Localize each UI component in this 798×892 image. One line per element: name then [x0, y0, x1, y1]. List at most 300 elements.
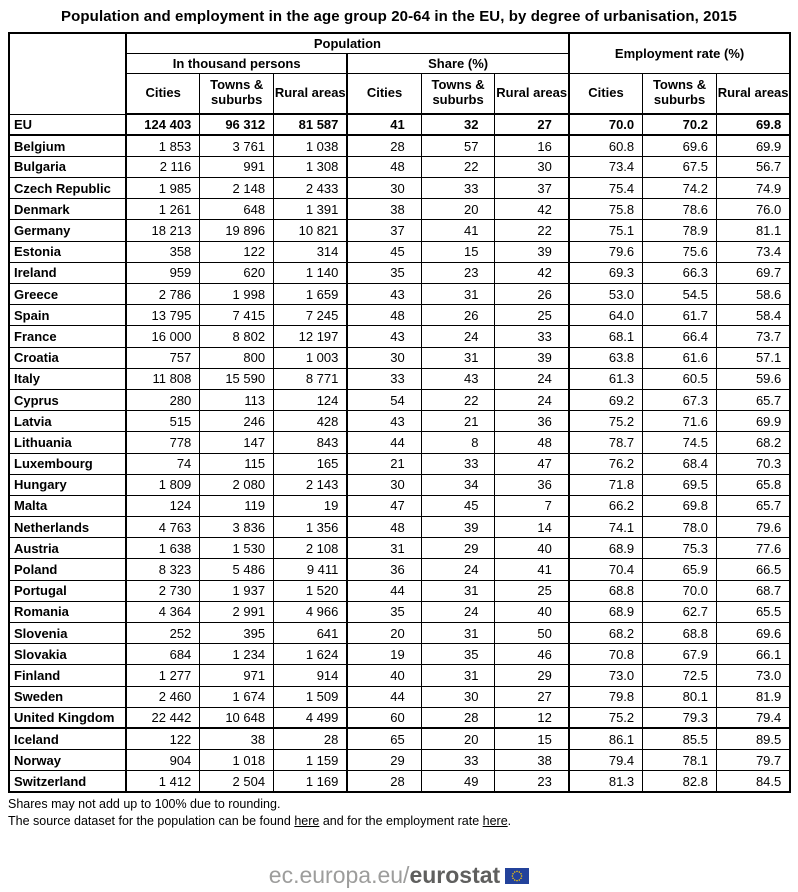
value-cell: 65.9 — [643, 559, 717, 580]
value-cell: 2 504 — [200, 771, 274, 792]
value-cell: 76.0 — [716, 199, 790, 220]
value-cell: 79.8 — [569, 686, 643, 707]
value-cell: 1 038 — [274, 135, 348, 156]
value-cell: 25 — [495, 305, 569, 326]
value-cell: 124 403 — [126, 114, 200, 135]
value-cell: 2 991 — [200, 601, 274, 622]
country-label: Norway — [9, 750, 126, 771]
value-cell: 3 836 — [200, 517, 274, 538]
value-cell: 4 966 — [274, 601, 348, 622]
value-cell: 69.2 — [569, 389, 643, 410]
value-cell: 78.6 — [643, 199, 717, 220]
value-cell: 28 — [347, 135, 421, 156]
value-cell: 13 795 — [126, 305, 200, 326]
value-cell: 7 — [495, 495, 569, 516]
value-cell: 68.8 — [569, 580, 643, 601]
country-label: Lithuania — [9, 432, 126, 453]
value-cell: 79.3 — [643, 707, 717, 728]
value-cell: 2 143 — [274, 474, 348, 495]
country-label: Iceland — [9, 728, 126, 749]
value-cell: 68.1 — [569, 326, 643, 347]
value-cell: 67.9 — [643, 644, 717, 665]
table-row — [9, 389, 790, 410]
value-cell: 22 — [495, 220, 569, 241]
value-cell: 358 — [126, 241, 200, 262]
value-cell: 69.9 — [716, 411, 790, 432]
value-cell: 1 509 — [274, 686, 348, 707]
value-cell: 843 — [274, 432, 348, 453]
rounding-note: Shares may not add up to 100% due to rounding. — [8, 797, 281, 811]
value-cell: 515 — [126, 411, 200, 432]
value-cell: 68.4 — [643, 453, 717, 474]
value-cell: 8 771 — [274, 368, 348, 389]
table-row — [9, 686, 790, 707]
value-cell: 63.8 — [569, 347, 643, 368]
value-cell: 800 — [200, 347, 274, 368]
value-cell: 15 590 — [200, 368, 274, 389]
value-cell: 65.8 — [716, 474, 790, 495]
table-row — [9, 707, 790, 728]
value-cell: 32 — [421, 114, 495, 135]
value-cell: 38 — [495, 750, 569, 771]
value-cell: 48 — [347, 517, 421, 538]
site-prefix: ec.europa.eu/ — [268, 862, 410, 888]
value-cell: 48 — [347, 305, 421, 326]
col-header-share-rural: Rural areas — [495, 73, 569, 114]
table-row — [9, 156, 790, 177]
value-cell: 648 — [200, 199, 274, 220]
value-cell: 78.9 — [643, 220, 717, 241]
value-cell: 45 — [347, 241, 421, 262]
value-cell: 37 — [347, 220, 421, 241]
value-cell: 122 — [200, 241, 274, 262]
value-cell: 78.1 — [643, 750, 717, 771]
urbanisation-table — [8, 32, 791, 793]
col-header-emp-cities: Cities — [569, 73, 643, 114]
value-cell: 904 — [126, 750, 200, 771]
value-cell: 1 998 — [200, 284, 274, 305]
value-cell: 35 — [421, 644, 495, 665]
value-cell: 147 — [200, 432, 274, 453]
value-cell: 115 — [200, 453, 274, 474]
country-label: Slovenia — [9, 623, 126, 644]
table-row — [9, 262, 790, 283]
country-label: United Kingdom — [9, 707, 126, 728]
value-cell: 1 937 — [200, 580, 274, 601]
value-cell: 65.7 — [716, 495, 790, 516]
value-cell: 2 786 — [126, 284, 200, 305]
value-cell: 31 — [347, 538, 421, 559]
value-cell: 70.3 — [716, 453, 790, 474]
value-cell: 36 — [495, 411, 569, 432]
value-cell: 37 — [495, 178, 569, 199]
country-label: Czech Republic — [9, 178, 126, 199]
country-label: Hungary — [9, 474, 126, 495]
value-cell: 66.2 — [569, 495, 643, 516]
value-cell: 65 — [347, 728, 421, 749]
value-cell: 1 003 — [274, 347, 348, 368]
value-cell: 7 245 — [274, 305, 348, 326]
col-header-pop-cities: Cities — [126, 73, 200, 114]
value-cell: 914 — [274, 665, 348, 686]
value-cell: 56.7 — [716, 156, 790, 177]
value-cell: 42 — [495, 262, 569, 283]
col-header-emp-towns: Towns & suburbs — [643, 73, 717, 114]
value-cell: 1 308 — [274, 156, 348, 177]
country-label: Sweden — [9, 686, 126, 707]
value-cell: 68.8 — [643, 623, 717, 644]
value-cell: 66.1 — [716, 644, 790, 665]
value-cell: 1 985 — [126, 178, 200, 199]
value-cell: 1 412 — [126, 771, 200, 792]
value-cell: 65.7 — [716, 389, 790, 410]
value-cell: 33 — [421, 178, 495, 199]
value-cell: 4 499 — [274, 707, 348, 728]
value-cell: 30 — [421, 686, 495, 707]
col-header-emp-rural: Rural areas — [716, 73, 790, 114]
value-cell: 70.8 — [569, 644, 643, 665]
value-cell: 38 — [347, 199, 421, 220]
value-cell: 1 234 — [200, 644, 274, 665]
value-cell: 41 — [421, 220, 495, 241]
value-cell: 3 761 — [200, 135, 274, 156]
value-cell: 1 356 — [274, 517, 348, 538]
value-cell: 1 159 — [274, 750, 348, 771]
value-cell: 43 — [347, 284, 421, 305]
table-row — [9, 771, 790, 792]
value-cell: 86.1 — [569, 728, 643, 749]
value-cell: 8 802 — [200, 326, 274, 347]
table-row — [9, 284, 790, 305]
value-cell: 395 — [200, 623, 274, 644]
source-note — [8, 813, 790, 830]
eurostat-logo — [8, 862, 790, 889]
value-cell: 73.0 — [716, 665, 790, 686]
value-cell: 5 486 — [200, 559, 274, 580]
value-cell: 78.7 — [569, 432, 643, 453]
country-label: Bulgaria — [9, 156, 126, 177]
value-cell: 69.8 — [716, 114, 790, 135]
value-cell: 22 442 — [126, 707, 200, 728]
value-cell: 12 197 — [274, 326, 348, 347]
value-cell: 69.6 — [643, 135, 717, 156]
country-label: Germany — [9, 220, 126, 241]
footnotes — [8, 796, 790, 830]
value-cell: 70.2 — [643, 114, 717, 135]
value-cell: 21 — [347, 453, 421, 474]
value-cell: 65.5 — [716, 601, 790, 622]
value-cell: 26 — [495, 284, 569, 305]
value-cell: 33 — [421, 453, 495, 474]
value-cell: 31 — [421, 665, 495, 686]
value-cell: 2 108 — [274, 538, 348, 559]
value-cell: 71.8 — [569, 474, 643, 495]
value-cell: 41 — [347, 114, 421, 135]
value-cell: 74 — [126, 453, 200, 474]
table-row — [9, 368, 790, 389]
table-row — [9, 601, 790, 622]
value-cell: 30 — [495, 156, 569, 177]
value-cell: 44 — [347, 580, 421, 601]
value-cell: 113 — [200, 389, 274, 410]
table-row — [9, 178, 790, 199]
table-row — [9, 474, 790, 495]
country-label: Denmark — [9, 199, 126, 220]
value-cell: 89.5 — [716, 728, 790, 749]
country-label: Luxembourg — [9, 453, 126, 474]
value-cell: 24 — [421, 601, 495, 622]
value-cell: 124 — [126, 495, 200, 516]
header-row-columns — [9, 73, 790, 114]
employment-group-header: Employment rate (%) — [569, 33, 790, 73]
country-label: Netherlands — [9, 517, 126, 538]
value-cell: 44 — [347, 432, 421, 453]
value-cell: 42 — [495, 199, 569, 220]
value-cell: 43 — [347, 326, 421, 347]
value-cell: 35 — [347, 262, 421, 283]
value-cell: 54 — [347, 389, 421, 410]
value-cell: 36 — [495, 474, 569, 495]
corner-cell — [9, 33, 126, 114]
value-cell: 20 — [421, 199, 495, 220]
value-cell: 75.8 — [569, 199, 643, 220]
value-cell: 15 — [421, 241, 495, 262]
value-cell: 68.7 — [716, 580, 790, 601]
value-cell: 50 — [495, 623, 569, 644]
value-cell: 30 — [347, 347, 421, 368]
table-row — [9, 665, 790, 686]
value-cell: 25 — [495, 580, 569, 601]
value-cell: 1 853 — [126, 135, 200, 156]
value-cell: 1 638 — [126, 538, 200, 559]
value-cell: 69.6 — [716, 623, 790, 644]
country-label: Croatia — [9, 347, 126, 368]
value-cell: 2 148 — [200, 178, 274, 199]
value-cell: 40 — [495, 601, 569, 622]
value-cell: 30 — [347, 474, 421, 495]
country-label: Spain — [9, 305, 126, 326]
employment-source-link[interactable]: here — [482, 814, 508, 828]
value-cell: 84.5 — [716, 771, 790, 792]
country-label: Portugal — [9, 580, 126, 601]
value-cell: 15 — [495, 728, 569, 749]
value-cell: 2 433 — [274, 178, 348, 199]
value-cell: 21 — [421, 411, 495, 432]
country-label: Poland — [9, 559, 126, 580]
value-cell: 124 — [274, 389, 348, 410]
table-row — [9, 305, 790, 326]
value-cell: 9 411 — [274, 559, 348, 580]
value-cell: 57 — [421, 135, 495, 156]
value-cell: 14 — [495, 517, 569, 538]
value-cell: 1 520 — [274, 580, 348, 601]
value-cell: 75.2 — [569, 707, 643, 728]
col-header-share-towns: Towns & suburbs — [421, 73, 495, 114]
country-label: France — [9, 326, 126, 347]
value-cell: 2 730 — [126, 580, 200, 601]
value-cell: 16 000 — [126, 326, 200, 347]
value-cell: 59.6 — [716, 368, 790, 389]
value-cell: 38 — [200, 728, 274, 749]
value-cell: 959 — [126, 262, 200, 283]
table-row — [9, 114, 790, 135]
value-cell: 57.1 — [716, 347, 790, 368]
country-label: Romania — [9, 601, 126, 622]
table-row — [9, 453, 790, 474]
value-cell: 73.7 — [716, 326, 790, 347]
country-label: Greece — [9, 284, 126, 305]
value-cell: 58.4 — [716, 305, 790, 326]
value-cell: 70.0 — [643, 580, 717, 601]
value-cell: 8 — [421, 432, 495, 453]
value-cell: 68.2 — [716, 432, 790, 453]
table-body — [9, 114, 790, 792]
value-cell: 43 — [421, 368, 495, 389]
header-row-groups — [9, 33, 790, 53]
value-cell: 28 — [274, 728, 348, 749]
value-cell: 19 896 — [200, 220, 274, 241]
value-cell: 80.1 — [643, 686, 717, 707]
value-cell: 2 080 — [200, 474, 274, 495]
value-cell: 75.4 — [569, 178, 643, 199]
value-cell: 8 323 — [126, 559, 200, 580]
value-cell: 74.2 — [643, 178, 717, 199]
value-cell: 1 140 — [274, 262, 348, 283]
value-cell: 684 — [126, 644, 200, 665]
value-cell: 60 — [347, 707, 421, 728]
value-cell: 75.6 — [643, 241, 717, 262]
table-row — [9, 220, 790, 241]
table-row — [9, 517, 790, 538]
value-cell: 31 — [421, 580, 495, 601]
country-label: EU — [9, 114, 126, 135]
value-cell: 246 — [200, 411, 274, 432]
value-cell: 23 — [421, 262, 495, 283]
value-cell: 19 — [274, 495, 348, 516]
value-cell: 79.6 — [716, 517, 790, 538]
value-cell: 39 — [495, 241, 569, 262]
value-cell: 22 — [421, 389, 495, 410]
value-cell: 67.5 — [643, 156, 717, 177]
table-row — [9, 326, 790, 347]
value-cell: 33 — [495, 326, 569, 347]
value-cell: 971 — [200, 665, 274, 686]
value-cell: 1 530 — [200, 538, 274, 559]
country-label: Austria — [9, 538, 126, 559]
table-row — [9, 538, 790, 559]
value-cell: 74.1 — [569, 517, 643, 538]
value-cell: 28 — [421, 707, 495, 728]
country-label: Finland — [9, 665, 126, 686]
value-cell: 11 808 — [126, 368, 200, 389]
value-cell: 33 — [347, 368, 421, 389]
value-cell: 24 — [421, 326, 495, 347]
value-cell: 620 — [200, 262, 274, 283]
value-cell: 280 — [126, 389, 200, 410]
value-cell: 40 — [347, 665, 421, 686]
value-cell: 31 — [421, 347, 495, 368]
value-cell: 75.2 — [569, 411, 643, 432]
value-cell: 81.3 — [569, 771, 643, 792]
value-cell: 1 674 — [200, 686, 274, 707]
table-row — [9, 241, 790, 262]
value-cell: 19 — [347, 644, 421, 665]
country-label: Belgium — [9, 135, 126, 156]
value-cell: 20 — [421, 728, 495, 749]
value-cell: 119 — [200, 495, 274, 516]
population-source-link[interactable]: here — [294, 814, 320, 828]
source-note-text-2: and for the employment rate — [319, 814, 483, 828]
value-cell: 74.5 — [643, 432, 717, 453]
value-cell: 66.3 — [643, 262, 717, 283]
country-label: Italy — [9, 368, 126, 389]
value-cell: 49 — [421, 771, 495, 792]
value-cell: 24 — [495, 368, 569, 389]
value-cell: 78.0 — [643, 517, 717, 538]
value-cell: 75.1 — [569, 220, 643, 241]
value-cell: 24 — [421, 559, 495, 580]
value-cell: 73.0 — [569, 665, 643, 686]
share-header: Share (%) — [347, 53, 568, 73]
value-cell: 1 169 — [274, 771, 348, 792]
value-cell: 82.8 — [643, 771, 717, 792]
value-cell: 74.9 — [716, 178, 790, 199]
table-row — [9, 750, 790, 771]
value-cell: 96 312 — [200, 114, 274, 135]
table-row — [9, 495, 790, 516]
value-cell: 60.5 — [643, 368, 717, 389]
value-cell: 58.6 — [716, 284, 790, 305]
value-cell: 1 018 — [200, 750, 274, 771]
value-cell: 69.5 — [643, 474, 717, 495]
value-cell: 1 659 — [274, 284, 348, 305]
value-cell: 20 — [347, 623, 421, 644]
value-cell: 48 — [347, 156, 421, 177]
value-cell: 757 — [126, 347, 200, 368]
value-cell: 4 763 — [126, 517, 200, 538]
value-cell: 75.3 — [643, 538, 717, 559]
value-cell: 44 — [347, 686, 421, 707]
value-cell: 30 — [347, 178, 421, 199]
value-cell: 2 116 — [126, 156, 200, 177]
value-cell: 43 — [347, 411, 421, 432]
value-cell: 7 415 — [200, 305, 274, 326]
value-cell: 53.0 — [569, 284, 643, 305]
value-cell: 29 — [495, 665, 569, 686]
value-cell: 1 277 — [126, 665, 200, 686]
value-cell: 122 — [126, 728, 200, 749]
value-cell: 62.7 — [643, 601, 717, 622]
value-cell: 79.6 — [569, 241, 643, 262]
value-cell: 29 — [347, 750, 421, 771]
col-header-pop-towns: Towns & suburbs — [200, 73, 274, 114]
value-cell: 4 364 — [126, 601, 200, 622]
value-cell: 77.6 — [716, 538, 790, 559]
table-row — [9, 644, 790, 665]
value-cell: 23 — [495, 771, 569, 792]
value-cell: 60.8 — [569, 135, 643, 156]
value-cell: 314 — [274, 241, 348, 262]
country-label: Ireland — [9, 262, 126, 283]
value-cell: 81 587 — [274, 114, 348, 135]
value-cell: 641 — [274, 623, 348, 644]
value-cell: 69.7 — [716, 262, 790, 283]
value-cell: 778 — [126, 432, 200, 453]
table-row — [9, 728, 790, 749]
value-cell: 18 213 — [126, 220, 200, 241]
value-cell: 41 — [495, 559, 569, 580]
value-cell: 73.4 — [716, 241, 790, 262]
